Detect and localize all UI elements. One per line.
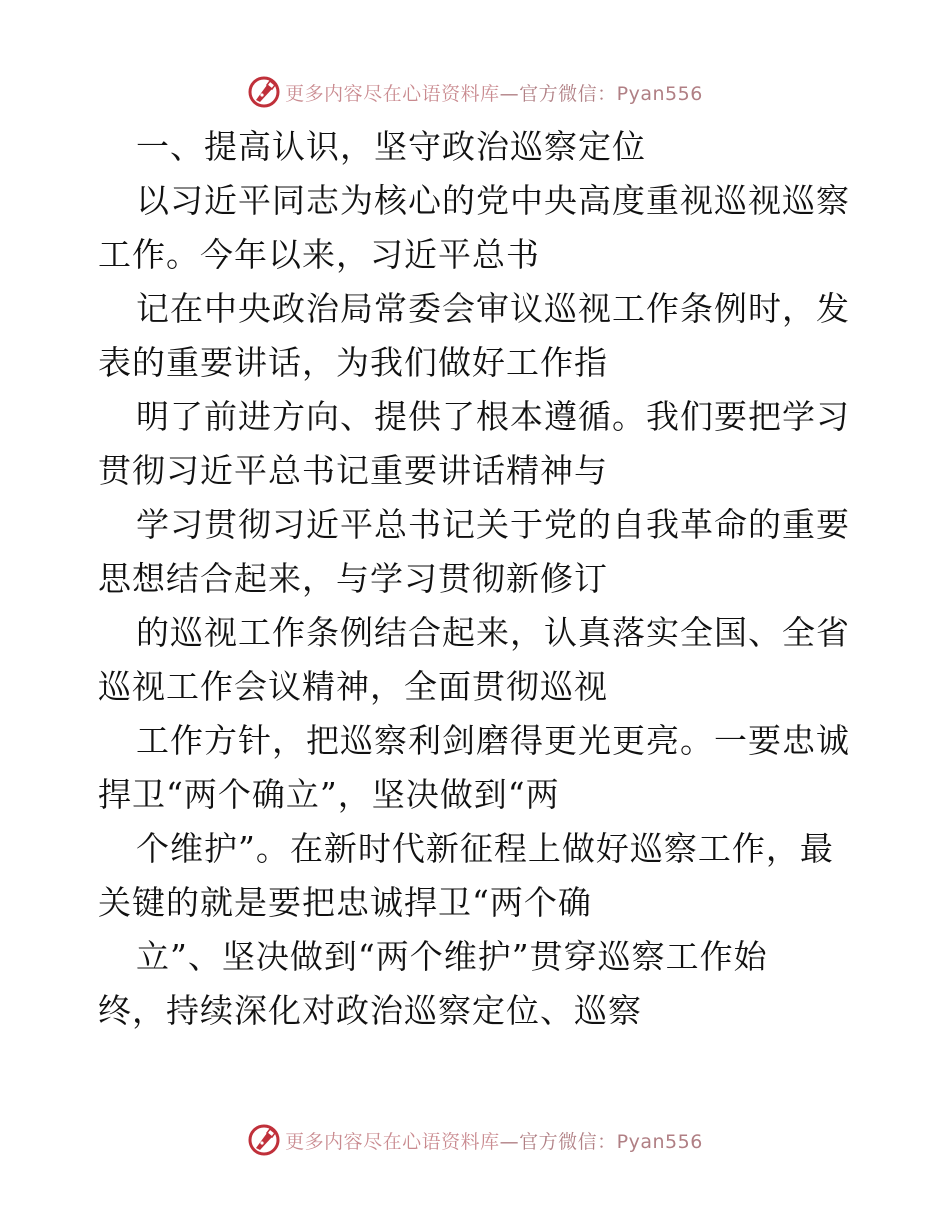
pen-nib-circle-icon (247, 1123, 281, 1157)
banner-separator: — (499, 1130, 520, 1153)
text-line: 学习贯彻习近平总书记关于党的自我革命的重要 (136, 505, 850, 544)
text-line: 以习近平同志为核心的党中央高度重视巡视巡察 (136, 181, 850, 220)
banner-text (285, 79, 703, 106)
text-line: 终，持续深化对政治巡察定位、巡察 (98, 991, 642, 1030)
banner-main-text: 更多内容尽在心语资料库 (285, 1130, 500, 1153)
text-line: 明了前进方向、提供了根本遵循。我们要把学习 (136, 397, 850, 436)
text-line: 个维护”。在新时代新征程上做好巡察工作，最 (136, 829, 834, 868)
document-body (98, 120, 858, 1038)
text-line: 立”、坚决做到“两个维护”贯穿巡察工作始 (136, 937, 768, 976)
text-line: 贯彻习近平总书记重要讲话精神与 (98, 451, 608, 490)
footer-banner (0, 1118, 950, 1162)
text-line: 思想结合起来，与学习贯彻新修订 (98, 559, 608, 598)
text-line: 的巡视工作条例结合起来，认真落实全国、全省 (136, 613, 850, 652)
banner-wechat-text: 官方微信：Pyan556 (519, 82, 703, 105)
banner-wechat-text: 官方微信：Pyan556 (519, 1130, 703, 1153)
text-line: 工作方针，把巡察利剑磨得更光更亮。一要忠诚 (136, 721, 850, 760)
text-line: 捍卫“两个确立”，坚决做到“两 (98, 775, 560, 814)
text-line: 表的重要讲话，为我们做好工作指 (98, 343, 608, 382)
text-line: 记在中央政治局常委会审议巡视工作条例时，发 (136, 289, 850, 328)
text-line: 关键的就是要把忠诚捍卫“两个确 (98, 883, 592, 922)
text-line: 巡视工作会议精神，全面贯彻巡视 (98, 667, 608, 706)
pen-nib-circle-icon (247, 75, 281, 109)
section-heading: 一、提高认识，坚守政治巡察定位 (136, 127, 646, 166)
banner-separator: — (499, 82, 520, 105)
header-banner (0, 70, 950, 114)
banner-main-text: 更多内容尽在心语资料库 (285, 82, 500, 105)
text-line: 工作。今年以来，习近平总书 (98, 235, 540, 274)
banner-text (285, 1127, 703, 1154)
